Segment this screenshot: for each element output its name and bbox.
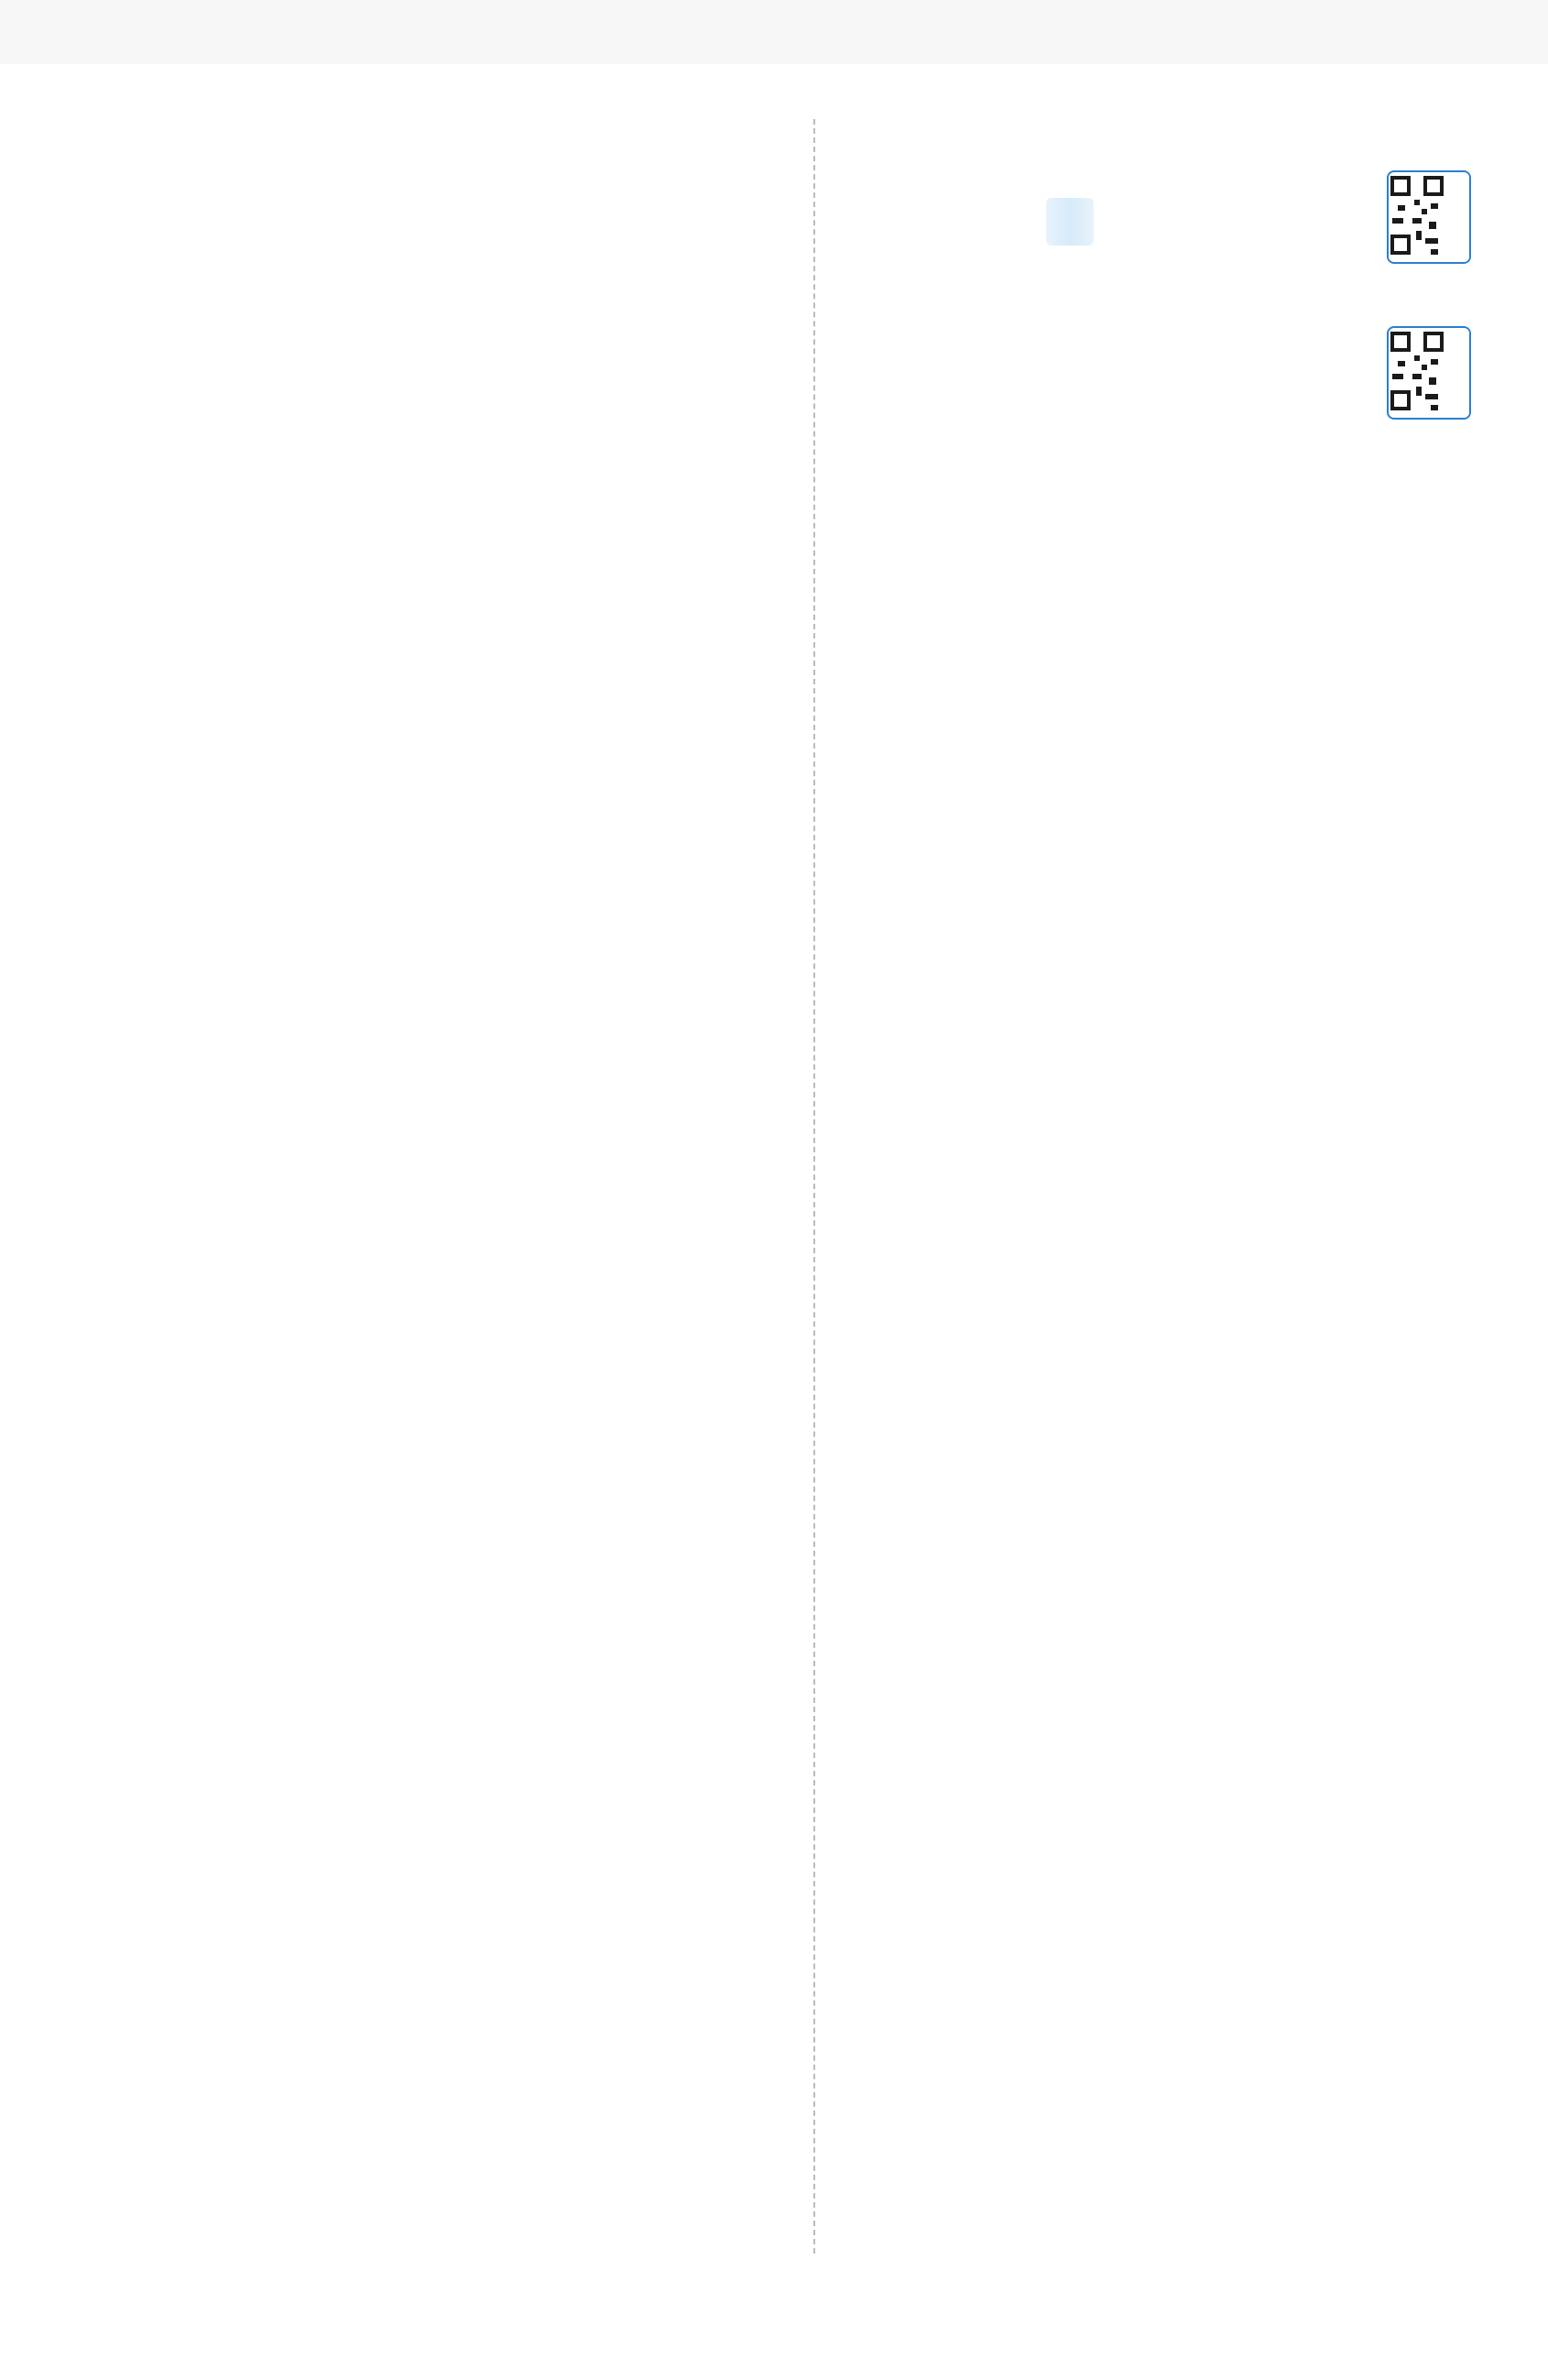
column-divider [813,119,815,2254]
qr-pattern [1389,328,1445,416]
page-top-shade [0,0,1548,64]
right-column [845,119,1504,436]
qr-label [1447,172,1471,262]
qr-label [1447,328,1471,418]
qr-code-icon[interactable] [1387,170,1471,264]
unit-review-header [845,308,1504,436]
comprehensive-banner [1046,198,1094,246]
answer-key-title [845,119,1504,170]
qr-code-icon[interactable] [1387,326,1471,420]
qr-pattern [1389,172,1445,260]
comprehensive-section-header [845,170,1504,308]
